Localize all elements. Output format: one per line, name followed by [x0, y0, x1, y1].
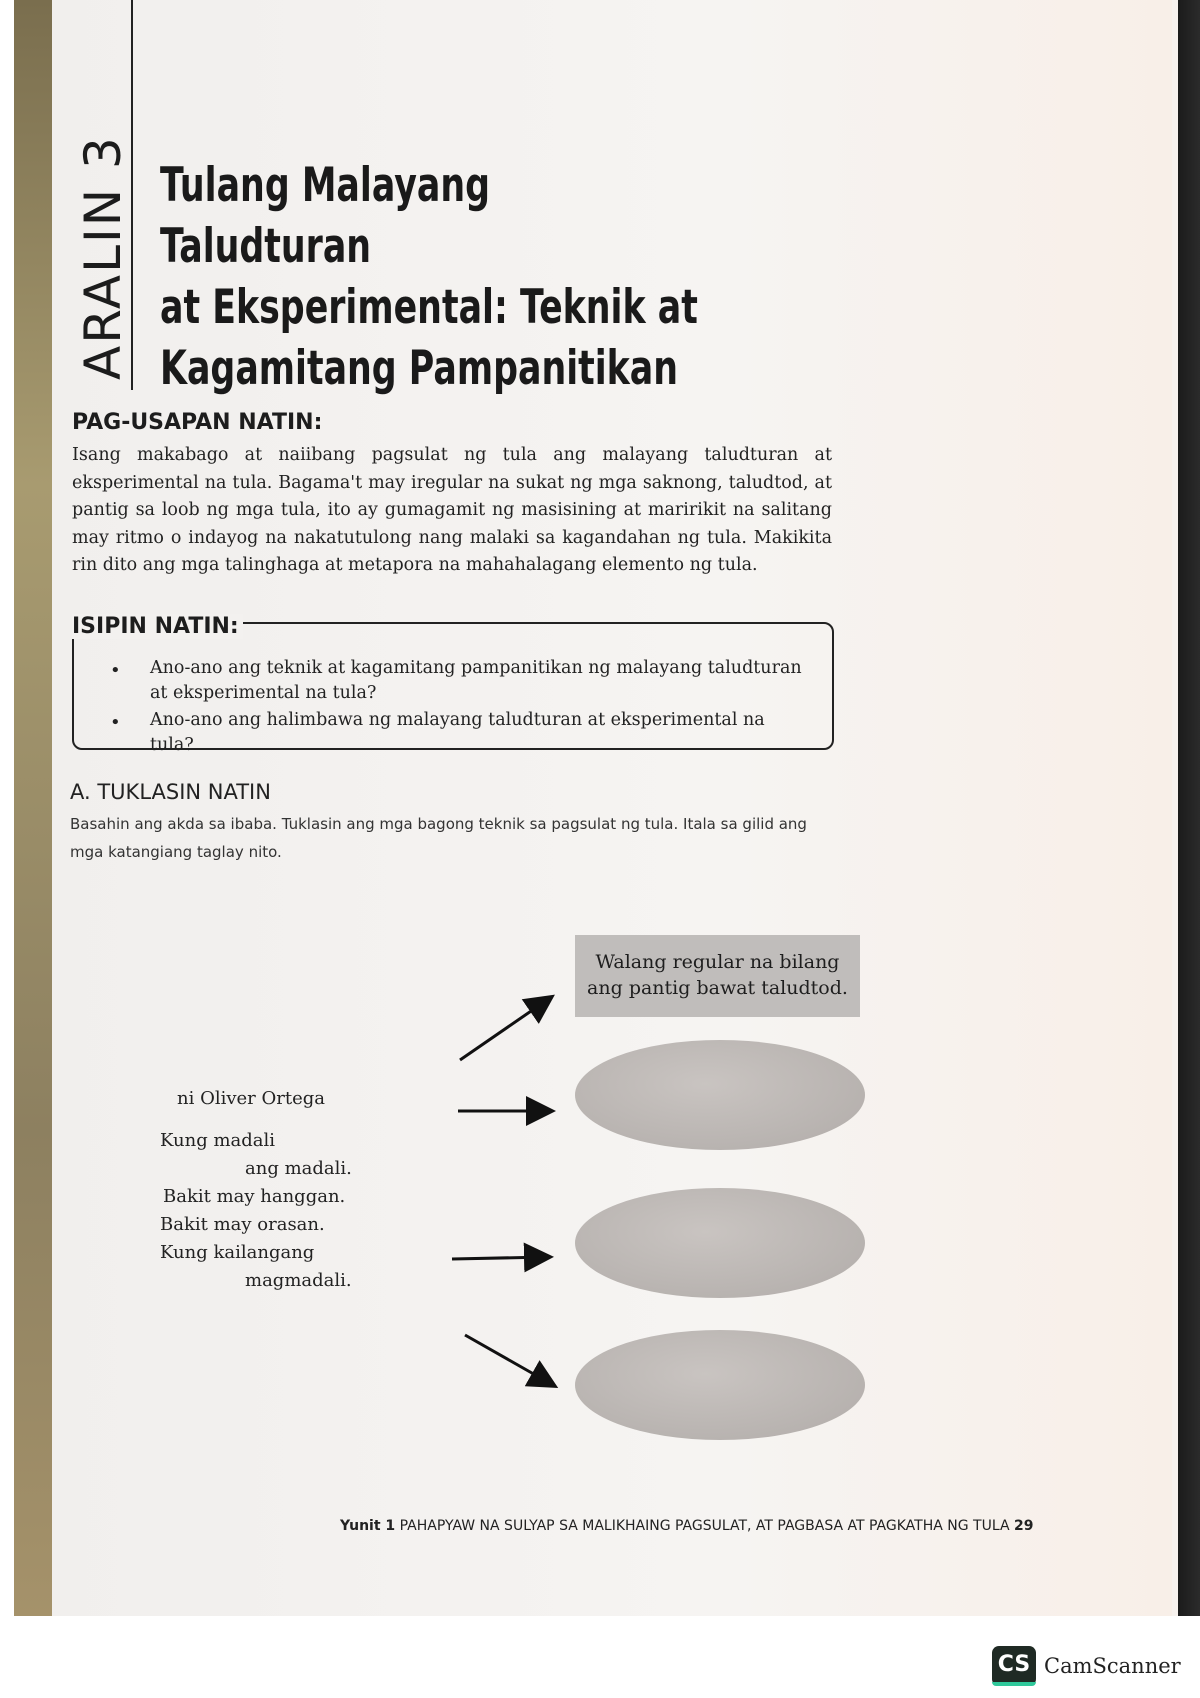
callout-answer-box: Walang regular na bilang ang pantig bawat taludtod.	[575, 935, 860, 1017]
title-line-2: at Eksperimental: Teknik at	[160, 280, 698, 335]
bullet-2: •	[110, 712, 121, 733]
arrow-1	[460, 998, 550, 1060]
camscanner-name: CamScanner	[1044, 1654, 1181, 1678]
arrow-4	[465, 1335, 553, 1385]
isipin-heading: ISIPIN NATIN:	[72, 614, 243, 639]
footer-unit: Yunit 1	[340, 1518, 396, 1534]
title-line-1: Tulang Malayang Taludturan	[160, 158, 491, 274]
pag-usapan-paragraph: Isang makabago at naiibang pagsulat ng tula ang malayang taludturan at eksperimental na tula. Bagama't may iregular na sukat ng mga saknong, taludtod, at pantig sa loob ng mga tula, ito ay gumagamit ng masisining at maririkit na salitang may ritmo o indayog na nakatutulong nang malaki sa kagandahan ng tula. Makikita rin dito ang mga talinghaga at metapora na mahahalagang elemento ng tula.	[72, 445, 832, 575]
poem-line-1: Kung madali	[160, 1130, 276, 1151]
camscanner-logo-icon: CS	[992, 1646, 1036, 1686]
page-footer	[340, 1518, 1033, 1534]
poem-author: ni Oliver Ortega	[177, 1088, 325, 1109]
poem-line-3: Bakit may hanggan.	[163, 1186, 346, 1207]
footer-title: PAHAPYAW NA SULYAP SA MALIKHAING PAGSULAT, AT PAGBASA AT PAGKATHA NG TULA	[399, 1518, 1010, 1534]
poem-line-5: Kung kailangang	[160, 1242, 315, 1263]
tuklasin-heading: A. TUKLASIN NATIN	[70, 780, 271, 804]
title-line-3: Kagamitang Pampanitikan	[160, 341, 679, 396]
question-2: Ano-ano ang halimbawa ng malayang taludturan at eksperimental na tula?	[150, 710, 765, 755]
footer-page-number: 29	[1013, 1518, 1034, 1534]
pag-usapan-heading: PAG-USAPAN NATIN:	[72, 410, 323, 435]
arrow-3	[452, 1257, 548, 1259]
bullet-1: •	[110, 660, 121, 681]
lesson-label: ARALIN 3	[74, 135, 132, 380]
tuklasin-instructions: Basahin ang akda sa ibaba. Tuklasin ang mga bagong teknik sa pagsulat ng tula. Itala sa gilid ang mga katangiang taglay nito.	[70, 815, 807, 861]
poem-line-6: magmadali.	[245, 1270, 352, 1291]
poem-line-4: Bakit may orasan.	[160, 1214, 325, 1235]
poem-line-2: ang madali.	[245, 1158, 352, 1179]
question-1: Ano-ano ang teknik at kagamitang pampanitikan ng malayang taludturan at eksperimental na tula?	[150, 658, 802, 703]
